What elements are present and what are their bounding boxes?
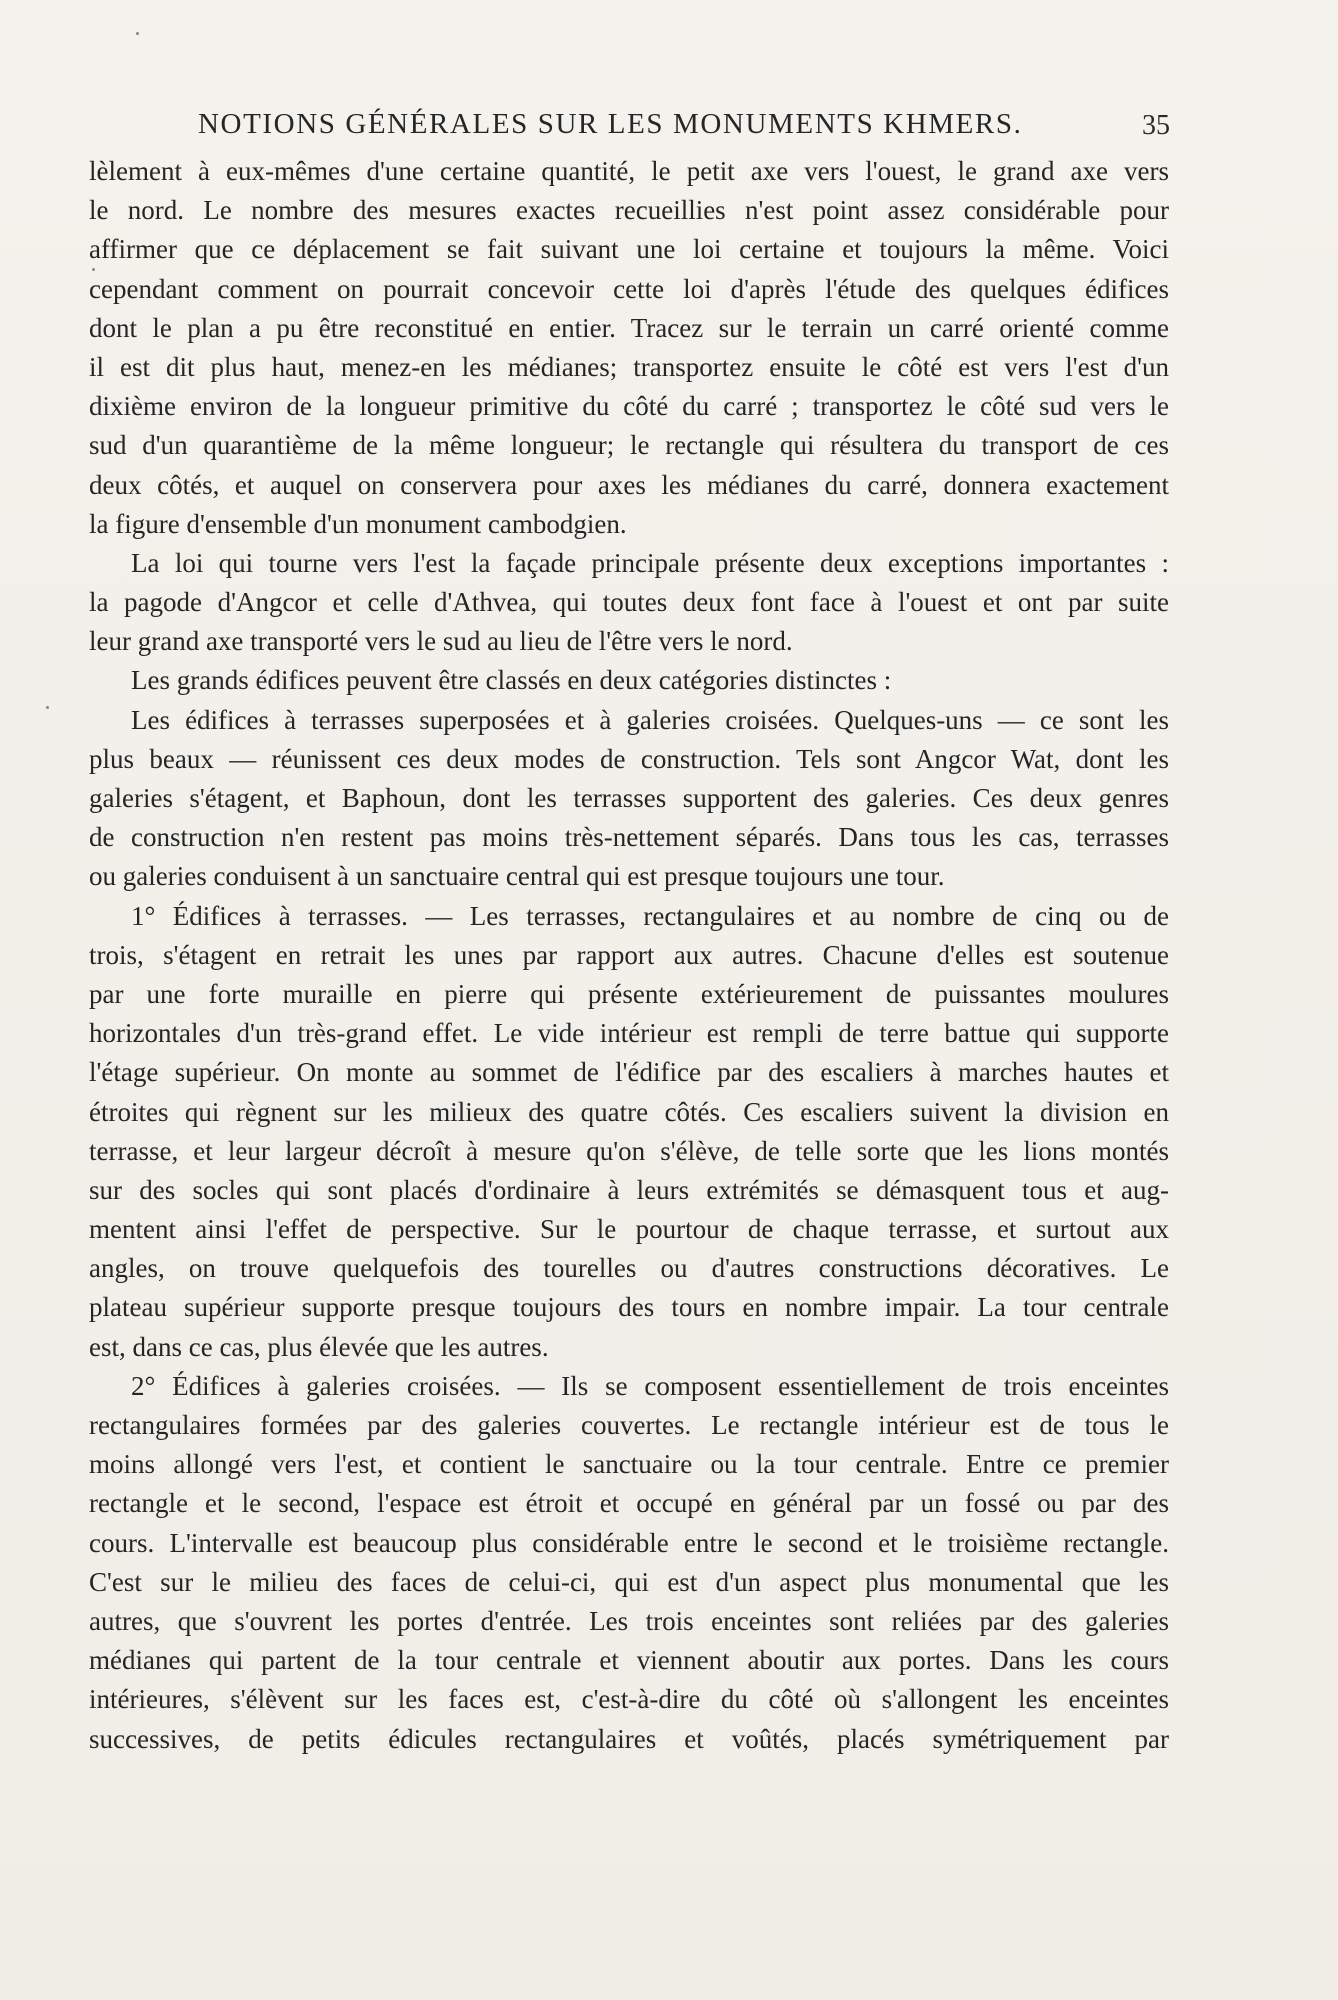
text-line: lèlement à eux-mêmes d'une certaine quantité, le petit axe vers l'ouest, le grand axe vers: [89, 156, 1169, 186]
text-line: sud d'un quarantième de la même longueur; le rectangle qui résultera du transport de ces: [89, 430, 1169, 461]
text-line: l'étage supérieur. On monte au sommet de l'édifice par des escaliers à marches hautes et: [89, 1057, 1169, 1088]
text-line: dont le plan a pu être reconstitué en entier. Tracez sur le terrain un carré orienté comme: [89, 312, 1169, 343]
text-line: la figure d'ensemble d'un monument cambodgien.: [89, 508, 627, 539]
page-number: 35: [1142, 110, 1170, 141]
text-line: sur des socles qui sont placés d'ordinaire à leurs extrémités se démasquent tous et aug-: [89, 1174, 1169, 1205]
text-line: moins allongé vers l'est, et contient le sanctuaire ou la tour centrale. Entre ce premier: [89, 1449, 1169, 1480]
text-line: trois, s'étagent en retrait les unes par rapport aux autres. Chacune d'elles est soutenue: [89, 939, 1169, 970]
text-line: rectangulaires formées par des galeries couvertes. Le rectangle intérieur est de tous le: [89, 1410, 1169, 1440]
text-line: le nord. Le nombre des mesures exactes recueillies n'est point assez considérable pour: [89, 195, 1169, 226]
text-line: C'est sur le milieu des faces de celui-ci, qui est d'un aspect plus monumental que les: [89, 1566, 1169, 1597]
text-line: angles, on trouve quelquefois des tourelles ou d'autres constructions décoratives. Le: [89, 1253, 1169, 1284]
text-line: plateau supérieur supporte presque toujours des tours en nombre impair. La tour centrale: [89, 1292, 1169, 1323]
text-line: il est dit plus haut, menez-en les médianes; transportez ensuite le côté est vers l'est d'un: [89, 351, 1169, 382]
paragraph-start-line: 2° Édifices à galeries croisées. — Ils se composent essentiellement de trois enceintes: [131, 1370, 1169, 1401]
text-line: affirmer que ce déplacement se fait suivant une loi certaine et toujours la même. Voici: [89, 234, 1169, 265]
text-line: autres, que s'ouvrent les portes d'entrée. Les trois enceintes sont reliées par des galeries: [89, 1605, 1169, 1636]
text-line: étroites qui règnent sur les milieux des quatre côtés. Ces escaliers suivent la division en: [89, 1096, 1169, 1127]
text-line: de construction n'en restent pas moins très-nettement séparés. Dans tous les cas, terrasses: [89, 822, 1169, 853]
text-line: dixième environ de la longueur primitive du côté du carré ; transportez le côté sud vers le: [89, 391, 1169, 422]
text-line: leur grand axe transporté vers le sud au lieu de l'être vers le nord.: [89, 626, 793, 657]
text-line: successives, de petits édicules rectangulaires et voûtés, placés symétriquement par: [89, 1723, 1169, 1754]
text-line: terrasse, et leur largeur décroît à mesure qu'on s'élève, de telle sorte que les lions montés: [89, 1135, 1169, 1166]
paragraph-start-line: 1° Édifices à terrasses. — Les terrasses, rectangulaires et au nombre de cinq ou de: [131, 900, 1169, 931]
text-line: plus beaux — réunissent ces deux modes de construction. Tels sont Angcor Wat, dont les: [89, 743, 1169, 774]
paragraph-start-line: La loi qui tourne vers l'est la façade principale présente deux exceptions importantes :: [131, 547, 1169, 578]
text-line: galeries s'étagent, et Baphoun, dont les terrasses supportent des galeries. Ces deux genres: [89, 783, 1169, 813]
text-line: la pagode d'Angcor et celle d'Athvea, qui toutes deux font face à l'ouest et ont par suite: [89, 587, 1169, 618]
text-line: cours. L'intervalle est beaucoup plus considérable entre le second et le troisième rectangle.: [89, 1527, 1169, 1558]
paper-speck: [136, 32, 139, 35]
text-line: par une forte muraille en pierre qui présente extérieurement de puissantes moulures: [89, 978, 1169, 1009]
text-line: rectangle et le second, l'espace est étroit et occupé en général par un fossé ou par des: [89, 1488, 1169, 1519]
text-line: horizontales d'un très-grand effet. Le vide intérieur est rempli de terre battue qui supporte: [89, 1018, 1169, 1049]
paragraph-start-line: Les édifices à terrasses superposées et à galeries croisées. Quelques-uns — ce sont les: [131, 704, 1169, 735]
header-title: NOTIONS GÉNÉRALES SUR LES MONUMENTS KHMERS.: [198, 108, 1023, 140]
text-line: deux côtés, et auquel on conservera pour axes les médianes du carré, donnera exactement: [89, 469, 1169, 500]
text-line: cependant comment on pourrait concevoir cette loi d'après l'étude des quelques édifices: [89, 273, 1169, 304]
text-line: médianes qui partent de la tour centrale et viennent aboutir aux portes. Dans les cours: [89, 1645, 1169, 1676]
running-header: [198, 108, 1178, 148]
paper-speck: [46, 706, 49, 709]
text-line: mentent ainsi l'effet de perspective. Sur le pourtour de chaque terrasse, et surtout aux: [89, 1214, 1169, 1245]
text-line: ou galeries conduisent à un sanctuaire central qui est presque toujours une tour.: [89, 861, 945, 892]
text-line: est, dans ce cas, plus élevée que les autres.: [89, 1331, 549, 1362]
body-text: [89, 152, 1169, 1759]
paragraph-start-line: Les grands édifices peuvent être classés en deux catégories distinctes :: [131, 665, 892, 696]
text-line: intérieures, s'élèvent sur les faces est, c'est-à-dire du côté où s'allongent les enceintes: [89, 1684, 1169, 1715]
